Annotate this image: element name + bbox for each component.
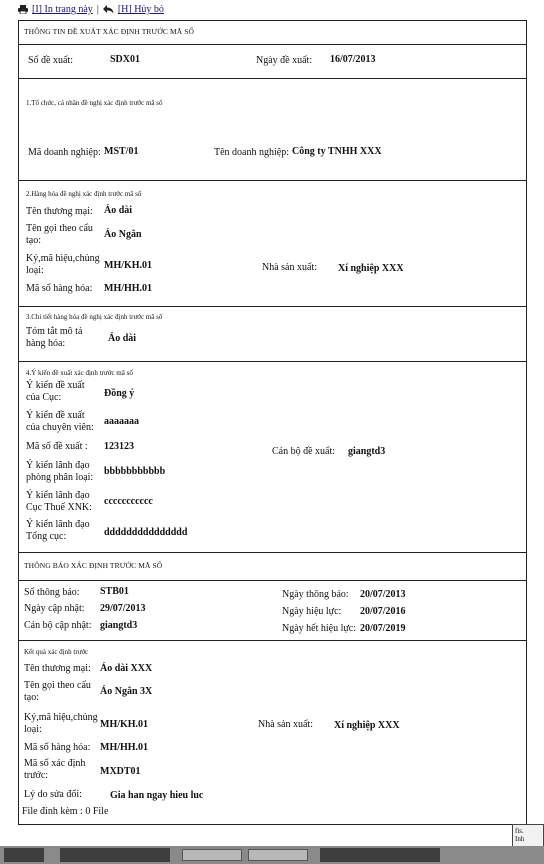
section3-title: 3.Chi tiết hàng hóa đề nghị xác định trước mã số <box>26 313 163 321</box>
ngay-hl-value: 20/07/2016 <box>360 606 406 617</box>
yk-cuc-label: Ý kiến đề xuất <box>26 380 85 391</box>
yk-cuc-label-2: của Cục: <box>26 392 62 403</box>
corner-line-1: fis. <box>515 827 524 835</box>
result-title: Kết quả xác định trước <box>24 648 89 656</box>
ngay-tb-label: Ngày thông báo: <box>282 589 349 600</box>
r-ly-do-label: Lý do sửa đổi: <box>24 789 82 800</box>
section1-title: 1.Tổ chức, cá nhân đề nghị xác định trước mã số <box>26 99 163 107</box>
can-bo-value: giangtd3 <box>348 446 386 457</box>
ky-ma-label-2: loại: <box>26 265 44 276</box>
so-tb-label: Số thông báo: <box>24 587 80 598</box>
can-bo-label: Cán bộ đề xuất: <box>272 446 336 457</box>
corner-line-2: Inh <box>515 835 525 843</box>
r-ma-xd-label-2: trước: <box>24 770 49 781</box>
tom-tat-label-2: hàng hóa: <box>26 338 66 349</box>
r-ky-ma-value: MH/KH.01 <box>100 719 149 730</box>
yk-cv-value: aaaaaaa <box>104 416 139 427</box>
so-de-xuat-value: SDX01 <box>110 54 141 65</box>
taskbar-item[interactable] <box>248 849 308 861</box>
yk-ct-value: ccccccccccc <box>104 496 153 507</box>
yk-pl-label-2: phòng phân loại: <box>26 472 94 483</box>
ngay-het-label: Ngày hết hiệu lực: <box>282 623 357 634</box>
rule <box>18 306 526 307</box>
yk-cv-label: Ý kiến đề xuất <box>26 410 85 421</box>
ten-dn-value: Công ty TNHH XXX <box>292 146 382 157</box>
cb-cn-value: giangtd3 <box>100 620 138 631</box>
yk-tc-label-2: Tổng cục: <box>26 531 67 542</box>
ngay-de-xuat-label: Ngày đề xuất: <box>256 55 313 66</box>
proposal-title: THÔNG TIN ĐỀ XUẤT XÁC ĐỊNH TRƯỚC MÃ SỐ <box>24 27 195 36</box>
yk-pl-value: bbbbbbbbbbb <box>104 466 166 477</box>
cb-cn-label: Cán bộ cập nhật: <box>24 620 92 631</box>
so-de-xuat-label: Số đề xuất: <box>28 55 73 66</box>
ngay-de-xuat-value: 16/07/2013 <box>330 54 376 65</box>
ten-tm-value: Áo dài <box>104 205 133 216</box>
ngay-cn-value: 29/07/2013 <box>100 603 146 614</box>
ngay-tb-value: 20/07/2013 <box>360 589 406 600</box>
taskbar-item[interactable] <box>60 848 170 862</box>
r-nha-sx-label: Nhà sản xuất: <box>258 719 313 730</box>
ngay-hl-label: Ngày hiệu lực: <box>282 606 342 617</box>
ky-ma-value: MH/KH.01 <box>104 260 153 271</box>
printer-icon <box>18 5 28 14</box>
tom-tat-value: Áo dài <box>108 333 137 344</box>
notice-title: THÔNG BÁO XÁC ĐỊNH TRƯỚC MÃ SỐ <box>24 561 163 570</box>
print-link[interactable]: [I] In trang này <box>32 4 93 15</box>
r-ky-ma-label-2: loại: <box>24 724 42 735</box>
tom-tat-label: Tóm tắt mô tả <box>26 326 83 337</box>
r-ten-goi-label: Tên gọi theo cấu <box>24 680 91 691</box>
ma-so-label: Mã số hàng hóa: <box>26 283 93 294</box>
back-arrow-icon <box>103 5 114 14</box>
ten-goi-label-2: tạo: <box>26 235 41 246</box>
ten-tm-label: Tên thương mại: <box>26 206 93 217</box>
yk-ct-label-2: Cục Thuế XNK: <box>26 502 92 513</box>
rule <box>18 20 526 21</box>
rule <box>18 44 526 45</box>
yk-cuc-value: Đồng ý <box>104 388 135 399</box>
nha-sx-label: Nhà sản xuất: <box>262 262 317 273</box>
rule <box>18 180 526 181</box>
rule <box>18 552 526 553</box>
r-ky-ma-label: Ký,mã hiệu,chủng <box>24 712 98 723</box>
frame-left <box>18 20 19 824</box>
r-ma-xd-label: Mã số xác định <box>24 758 86 769</box>
ten-goi-value: Áo Ngắn <box>104 229 142 240</box>
r-ten-goi-value: Áo Ngắn 3X <box>100 686 153 697</box>
ngay-cn-label: Ngày cập nhật: <box>24 603 85 614</box>
taskbar-start[interactable] <box>4 848 44 862</box>
ten-goi-label: Tên gọi theo cấu <box>26 223 93 234</box>
yk-pl-label: Ý kiến lãnh đạo <box>26 460 90 471</box>
rule <box>18 78 526 79</box>
taskbar <box>0 846 544 864</box>
ngay-het-value: 20/07/2019 <box>360 623 406 634</box>
ky-ma-label: Ký,mã hiệu,chủng <box>26 253 100 264</box>
r-ly-do-value: Gia han ngay hieu luc <box>110 790 204 801</box>
toolbar-separator: | <box>96 4 99 15</box>
r-ten-goi-label-2: tạo: <box>24 692 39 703</box>
section4-title: 4.Ý kiến đề xuất xác định trước mã số <box>26 369 133 377</box>
r-ma-hh-label: Mã số hàng hóa: <box>24 742 91 753</box>
ma-so-value: MH/HH.01 <box>104 283 153 294</box>
rule <box>18 580 526 581</box>
ma-dn-value: MST/01 <box>104 146 139 157</box>
ma-so-dx-value: 123123 <box>104 441 134 452</box>
r-ma-xd-value: MXDT01 <box>100 766 141 777</box>
yk-cv-label-2: của chuyên viên: <box>26 422 94 433</box>
taskbar-item[interactable] <box>320 848 440 862</box>
ma-dn-label: Mã doanh nghiệp: <box>28 147 101 158</box>
nha-sx-value: Xí nghiệp XXX <box>338 263 404 274</box>
toolbar <box>18 4 164 15</box>
file-label: File đính kèm : 0 File <box>22 806 109 817</box>
r-ten-tm-value: Áo dài XXX <box>100 663 153 674</box>
yk-tc-label: Ý kiến lãnh đạo <box>26 519 90 530</box>
yk-ct-label: Ý kiến lãnh đạo <box>26 490 90 501</box>
yk-tc-value: ddddddddddddddd <box>104 527 188 538</box>
r-ten-tm-label: Tên thương mại: <box>24 663 91 674</box>
cancel-link[interactable]: [H] Hủy bỏ <box>117 4 164 15</box>
section2-title: 2.Hàng hóa đề nghị xác định trước mã số <box>26 190 142 198</box>
r-ma-hh-value: MH/HH.01 <box>100 742 149 753</box>
rule <box>18 824 526 825</box>
frame-right <box>526 20 527 824</box>
taskbar-item[interactable] <box>182 849 242 861</box>
rule <box>18 640 526 641</box>
ma-so-dx-label: Mã số đề xuất : <box>26 441 88 452</box>
r-nha-sx-value: Xí nghiệp XXX <box>334 720 400 731</box>
ten-dn-label: Tên doanh nghiệp: <box>214 147 289 158</box>
so-tb-value: STB01 <box>100 586 129 597</box>
rule <box>18 361 526 362</box>
